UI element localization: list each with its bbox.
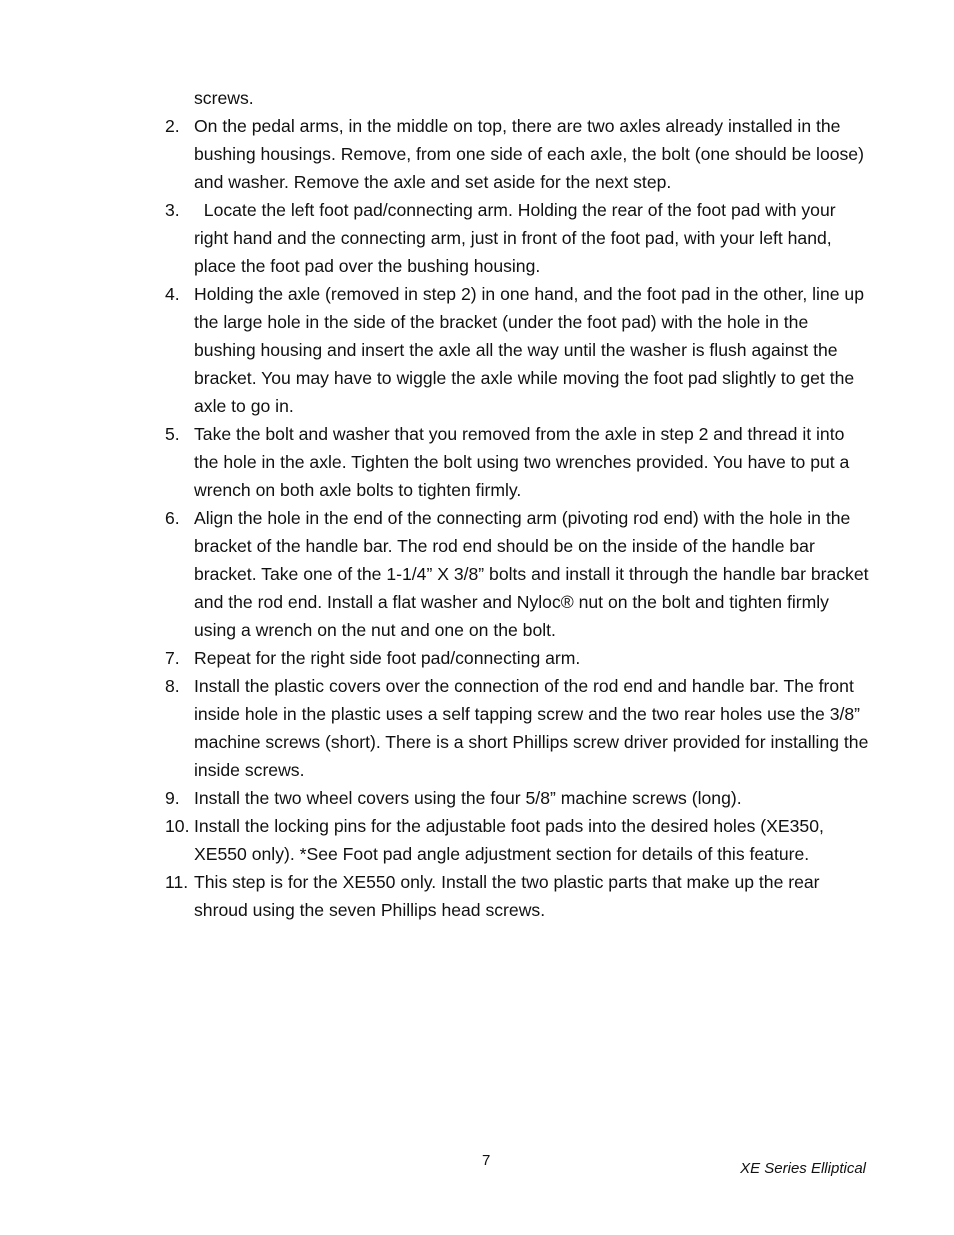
step-number: 10. — [165, 816, 190, 836]
step-text: Locate the left foot pad/connecting arm. Holding the rear of the foot pad with your right hand and the connecting arm, just in front of the foot pad, with your left hand, place the foot pad over the bushing housing. — [194, 200, 841, 276]
step-text: Take the bolt and washer that you removed from the axle in step 2 and thread it into the hole in the axle. Tighten the bolt using two wrenches provided. You have to put a wrench on both axle bolts to tighten firmly. — [194, 424, 850, 500]
step-number: 2. — [165, 116, 180, 136]
step-number: 5. — [165, 424, 180, 444]
footer-document-title: XE Series Elliptical — [740, 1160, 866, 1177]
step-text: On the pedal arms, in the middle on top, there are two axles already installed in the bushing housings. Remove, from one side of each axle, the bolt (one should be loose) and washer. Remove the axle and set aside for the next step. — [194, 116, 864, 192]
step-number: 9. — [165, 788, 180, 808]
step-number: 7. — [165, 648, 180, 668]
step-text: Install the two wheel covers using the four 5/8” machine screws (long). — [194, 788, 742, 808]
step-item-9 — [160, 784, 872, 812]
step-text: This step is for the XE550 only. Install the two plastic parts that make up the rear shroud using the seven Phillips head screws. — [194, 872, 820, 920]
continued-step-text: screws. — [194, 88, 254, 108]
step-item-5 — [160, 420, 872, 504]
assembly-steps-list — [160, 84, 872, 924]
step-text: Install the plastic covers over the connection of the rod end and handle bar. The front inside hole in the plastic uses a self tapping screw and the two rear holes use the 3/8” machine screws (short). There is a short Phillips screw driver provided for installing the inside screws. — [194, 676, 869, 780]
page-number: 7 — [482, 1152, 491, 1169]
step-number: 11. — [165, 872, 189, 892]
step-text: Align the hole in the end of the connecting arm (pivoting rod end) with the hole in the bracket of the handle bar. The rod end should be on the inside of the handle bar bracket. Take one of the 1-1/4” X 3/8” bolts and install it through the handle bar bracket and the rod end. Install a flat washer and Nyloc® nut on the bolt and tighten firmly using a wrench on the nut and one on the bolt. — [194, 508, 869, 640]
step-number: 8. — [165, 676, 180, 696]
step-number: 3. — [165, 200, 180, 220]
step-item-3 — [160, 196, 872, 280]
step-item-11 — [160, 868, 872, 924]
step-item-4 — [160, 280, 872, 420]
step-item-2 — [160, 112, 872, 196]
step-item-8 — [160, 672, 872, 784]
step-item-7 — [160, 644, 872, 672]
step-item-10 — [160, 812, 872, 868]
step-text: Holding the axle (removed in step 2) in one hand, and the foot pad in the other, line up the large hole in the side of the bracket (under the foot pad) with the hole in the bushing housing and insert the axle all the way until the washer is flush against the bracket. You may have to wiggle the axle while moving the foot pad slightly to get the axle to go in. — [194, 284, 864, 416]
step-number: 4. — [165, 284, 180, 304]
step-number: 6. — [165, 508, 180, 528]
step-item-6 — [160, 504, 872, 644]
step-text: Install the locking pins for the adjustable foot pads into the desired holes (XE350, XE550 only). *See Foot pad angle adjustment section for details of this feature. — [194, 816, 824, 864]
step-text: Repeat for the right side foot pad/connecting arm. — [194, 648, 581, 668]
